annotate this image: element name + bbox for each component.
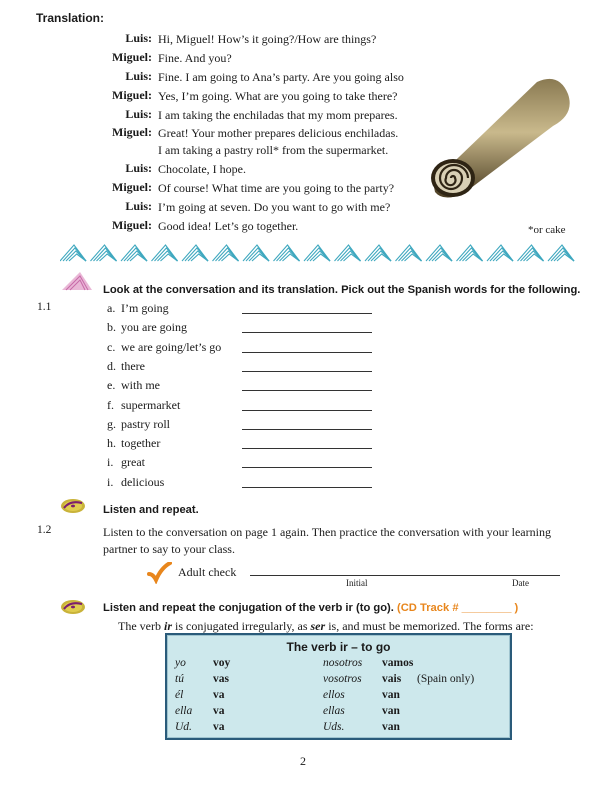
conjugation-form: va [213, 689, 225, 701]
conjugation-pronoun: ellas [323, 705, 345, 717]
zigzag-stroke [554, 251, 574, 261]
conjugation-header-text: Listen and repeat the conjugation of the verb ir (to go). [103, 602, 394, 614]
zigzag-stroke [371, 251, 391, 261]
item-letter: e. [107, 378, 116, 392]
dialogue-text-line: I am taking the enchiladas that my mom prepares. [158, 108, 398, 122]
answer-blank[interactable] [242, 332, 372, 333]
conjugation-table-title: The verb ir – to go [286, 640, 391, 654]
zigzag-stroke [249, 251, 269, 261]
item-text: pastry roll [121, 417, 170, 431]
item-text: I’m going [121, 301, 169, 315]
dialogue-text-line: Great! Your mother prepares delicious enchiladas. [158, 126, 399, 140]
activity-1-2-line2: partner to say to your class. [103, 542, 235, 556]
conjugation-form: vais [382, 673, 402, 685]
dialogue-speaker: Miguel: [112, 88, 152, 102]
conjugation-table [165, 633, 512, 740]
exercise-item [107, 320, 187, 335]
exercise-item [107, 455, 145, 470]
dialogue-text [158, 107, 428, 124]
conjugation-form: vamos [382, 657, 414, 669]
initial-label: Initial [346, 578, 368, 588]
conjugation-pronoun: tú [175, 673, 184, 685]
item-letter: a. [107, 301, 116, 315]
dialogue-speaker: Luis: [125, 161, 152, 175]
conjugation-pronoun: Uds. [323, 721, 345, 733]
item-letter: f. [107, 398, 114, 412]
activity-1-2-number: 1.2 [37, 524, 52, 536]
exercise-item [107, 378, 160, 393]
dialogue-speaker: Luis: [125, 199, 152, 213]
conjugation-form: va [213, 721, 225, 733]
answer-blank[interactable] [242, 467, 372, 468]
zigzag-stroke [432, 251, 452, 261]
dialogue-text-line: Of course! What time are you going to the party? [158, 181, 395, 195]
activity-1-2-line1: Listen to the conversation on page 1 again. Then practice the conversation with your learning [103, 525, 551, 539]
answer-blank[interactable] [242, 313, 372, 314]
item-letter: c. [107, 340, 116, 354]
answer-blank[interactable] [242, 352, 372, 353]
conjugation-intro [118, 619, 534, 634]
checkmark-icon [146, 562, 172, 584]
conjugation-form: vas [213, 673, 229, 685]
item-letter: i. [107, 475, 114, 489]
dialogue-speaker: Luis: [125, 69, 152, 83]
zigzag-stroke [524, 251, 544, 261]
adult-check-label: Adult check [178, 565, 237, 579]
conjugation-form: van [382, 689, 400, 701]
answer-blank[interactable] [242, 390, 372, 391]
zigzag-stroke [341, 251, 361, 261]
dialogue-text [158, 125, 428, 159]
dialogue-text-line: Fine. I am going to Ana’s party. Are you going also [158, 70, 404, 84]
zigzag-stroke [66, 251, 86, 261]
exercise-item [107, 398, 180, 413]
cd-listen-icon [60, 497, 86, 515]
zigzag-stroke [188, 251, 208, 261]
item-text: great [121, 455, 145, 469]
translation-title: Translation: [36, 11, 105, 25]
dialogue-text [158, 88, 428, 105]
pastry-roll-illustration [425, 70, 575, 200]
activity-1-2-header: Listen and repeat. [103, 504, 199, 516]
item-letter: b. [107, 320, 116, 334]
conjugation-pronoun: nosotros [323, 657, 363, 669]
activity-1-1-instruction: Look at the conversation and its translation. Pick out the Spanish words for the following. [103, 284, 581, 296]
zigzag-stroke [402, 251, 422, 261]
dialogue-text-line: Hi, Miguel! How’s it going?/How are things? [158, 32, 377, 46]
dialogue-speaker: Miguel: [112, 218, 152, 232]
conjugation-form: voy [213, 657, 231, 669]
zigzag-divider [60, 241, 580, 263]
intro-verb-ir: ir [163, 619, 172, 633]
dialogue-speaker: Miguel: [112, 125, 152, 139]
conjugation-pronoun: ellos [323, 689, 345, 701]
zigzag-stroke [158, 251, 178, 261]
cd-track-label: (CD Track # ________ ) [397, 602, 519, 614]
conjugation-form: va [213, 705, 225, 717]
item-text: there [121, 359, 145, 373]
conjugation-pronoun: él [175, 689, 184, 701]
exercise-item [107, 359, 145, 374]
answer-blank[interactable] [242, 487, 372, 488]
answer-blank[interactable] [242, 448, 372, 449]
item-text: you are going [121, 320, 187, 334]
conjugation-form: van [382, 705, 400, 717]
footnote: *or cake [528, 224, 566, 236]
zigzag-stroke [127, 251, 147, 261]
dialogue-text [158, 161, 428, 178]
dialogue-text-line: I’m going at seven. Do you want to go with me? [158, 200, 391, 214]
dialogue-text [158, 180, 428, 197]
dialogue-text [158, 199, 428, 216]
item-text: together [121, 436, 161, 450]
item-text: we are going/let’s go [121, 340, 222, 354]
date-label: Date [512, 578, 529, 588]
zigzag-stroke [310, 251, 330, 261]
exercise-item [107, 417, 170, 432]
item-text: supermarket [121, 398, 181, 412]
item-text: with me [121, 378, 160, 392]
activity-1-1-number: 1.1 [37, 301, 52, 313]
answer-blank[interactable] [242, 410, 372, 411]
item-letter: d. [107, 359, 116, 373]
adult-check-line[interactable] [250, 575, 560, 576]
dialogue-text [158, 218, 428, 235]
dialogue-text-line: Fine. And you? [158, 51, 232, 65]
answer-blank[interactable] [242, 371, 372, 372]
item-letter: g. [107, 417, 116, 431]
exercise-item [107, 301, 169, 316]
conjugation-header [103, 602, 518, 614]
dialogue-text-line: Chocolate, I hope. [158, 162, 246, 176]
dialogue-speaker: Miguel: [112, 50, 152, 64]
exercise-item [107, 340, 221, 355]
conjugation-pronoun: ella [175, 705, 193, 717]
item-text: delicious [121, 475, 165, 489]
dialogue-text-line: I am taking a pastry roll* from the supermarket. [158, 143, 389, 157]
dialogue-speaker: Luis: [125, 31, 152, 45]
exercise-item [107, 436, 160, 451]
zigzag-stroke [463, 251, 483, 261]
conjugation-pronoun: vosotros [323, 673, 362, 685]
intro-text-b: is conjugated irregularly, as [175, 619, 308, 633]
dialogue-text [158, 50, 428, 67]
dialogue-text [158, 69, 428, 86]
conjugation-form: van [382, 721, 400, 733]
pencil-triangle-icon [60, 270, 94, 292]
zigzag-stroke [97, 251, 117, 261]
intro-text-a: The verb [118, 619, 161, 633]
dialogue-speaker: Luis: [125, 107, 152, 121]
exercise-item [107, 475, 164, 490]
item-letter: h. [107, 436, 116, 450]
dialogue-text-line: Good idea! Let’s go together. [158, 219, 299, 233]
conjugation-note: (Spain only) [417, 673, 475, 685]
zigzag-stroke [280, 251, 300, 261]
dialogue-text-line: Yes, I’m going. What are you going to take there? [158, 89, 398, 103]
dialogue-text [158, 31, 428, 48]
cd-listen-icon-2 [60, 598, 86, 616]
zigzag-stroke [219, 251, 239, 261]
conjugation-pronoun: yo [175, 657, 186, 669]
answer-blank[interactable] [242, 429, 372, 430]
item-letter: i. [107, 455, 114, 469]
zigzag-stroke [493, 251, 513, 261]
intro-text-c: is, and must be memorized. The forms are: [328, 619, 534, 633]
intro-verb-ser: ser [310, 619, 326, 633]
dialogue-speaker: Miguel: [112, 180, 152, 194]
conjugation-pronoun: Ud. [175, 721, 192, 733]
page-number: 2 [300, 754, 306, 768]
